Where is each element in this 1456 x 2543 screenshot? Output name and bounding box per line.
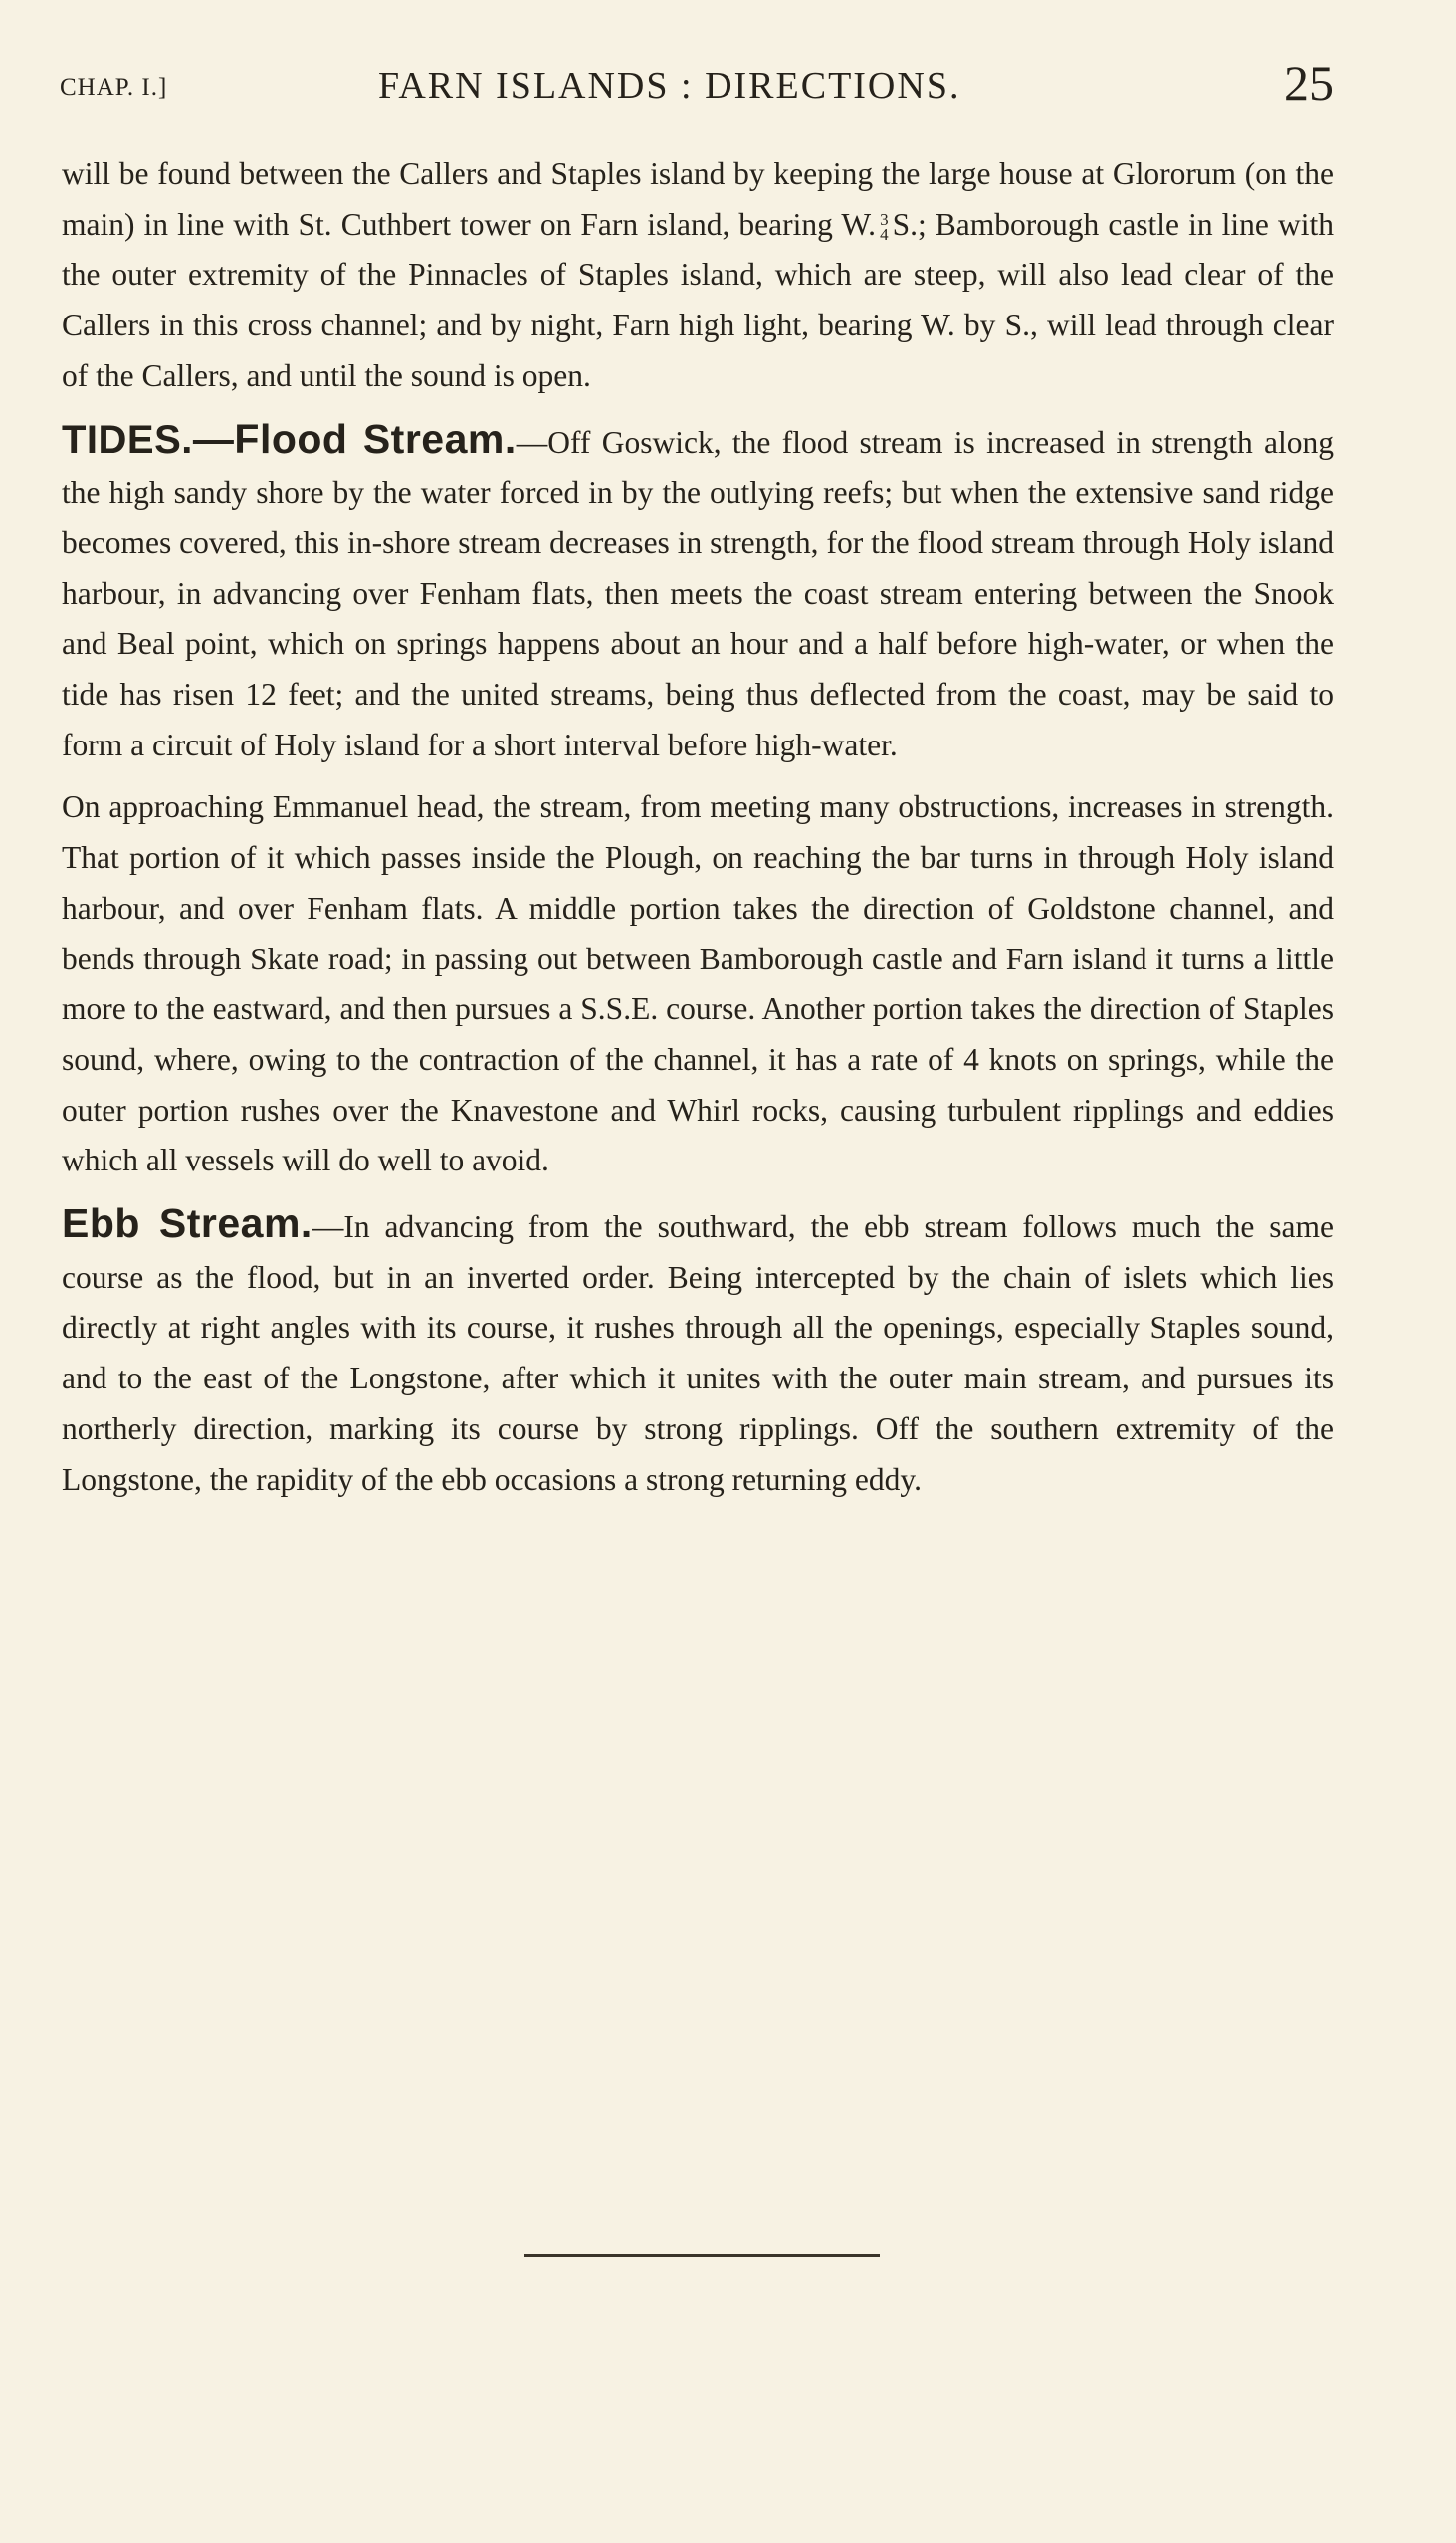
paragraph-emmanuel-head: On approaching Emmanuel head, the stream, from meeting many obstructions, increases in strength. That portion of it which passes inside the Plough, on reaching the bar turns in through Holy island harbour, and over Fenham flats. A middle portion takes the direction of Goldstone channel, and bends through Skate road; in passing out between Bamborough castle and Farn island it turns a little more to the eastward, and then pursues a S.S.E. course. Another portion takes the direction of Staples sound, where, owing to the contraction of the channel, it has a rate of 4 knots on springs, while the outer portion rushes over the Knavestone and Whirl rocks, causing turbulent ripplings and eddies which all vessels will do well to avoid. — [62, 789, 1334, 1178]
fraction-numerator: 3 — [880, 210, 889, 230]
paragraph-directions-text: will be found between the Callers and Staples island by keeping the large house at Glororum (on the main) in line with St. Cuthbert tower on Farn island, bearing W. — [62, 156, 1334, 242]
running-title: FARN ISLANDS : DIRECTIONS. — [378, 65, 961, 106]
tides-heading: TIDES. — [62, 417, 193, 462]
fraction-denominator: 4 — [880, 225, 889, 245]
paragraph-ebb-stream — [62, 1198, 1334, 1505]
ebb-stream-text: —In advancing from the southward, the ebb stream follows much the same course as the flood, but in an inverted order. Being intercepted by the chain of islets which lies directly at right angles with its course, it rushes through all the openings, especially Staples sound, and to the east of the Longstone, after which it unites with the outer main stream, and pursues its northerly direction, marking its course by strong ripplings. Off the southern extremity of the Longstone, the rapidity of the ebb occasions a strong returning eddy. — [62, 1209, 1335, 1497]
ebb-stream-heading: Ebb Stream. — [62, 1200, 312, 1247]
page-number: 25 — [1284, 55, 1334, 110]
flood-stream-text: —Off Goswick, the flood stream is increased in strength along the high sandy shore by the water forced in by the outlying reefs; but when the extensive sand ridge becomes covered, this in-shore stream decreases in strength, for the flood stream through Holy island harbour, in advancing over Fenham flats, then meets the coast stream entering between the Snook and Beal point, which on springs happens about an hour and a half before high-water, or when the tide has risen 12 feet; and the united streams, being thus deflected from the coast, may be said to form a circuit of Holy island for a short interval before high-water. — [62, 424, 1334, 762]
paragraph-directions — [62, 149, 1334, 402]
paragraph-flood-stream — [62, 414, 1334, 771]
chapter-label: CHAP. I.] — [60, 74, 168, 101]
section-end-rule — [524, 2254, 880, 2257]
page-header — [60, 52, 1334, 121]
body-text — [62, 149, 1334, 1505]
fraction — [880, 210, 889, 245]
flood-stream-heading: —Flood Stream. — [192, 415, 517, 462]
paragraph-directions-continued: S.; Bamborough castle in line with the outer extremity of the Pinnacles of Staples island, which are steep, will also lead clear of the Callers in this cross channel; and by night, Farn high light, bearing W. by S., will lead through clear of the Callers, and until the sound is open. — [62, 206, 1334, 393]
